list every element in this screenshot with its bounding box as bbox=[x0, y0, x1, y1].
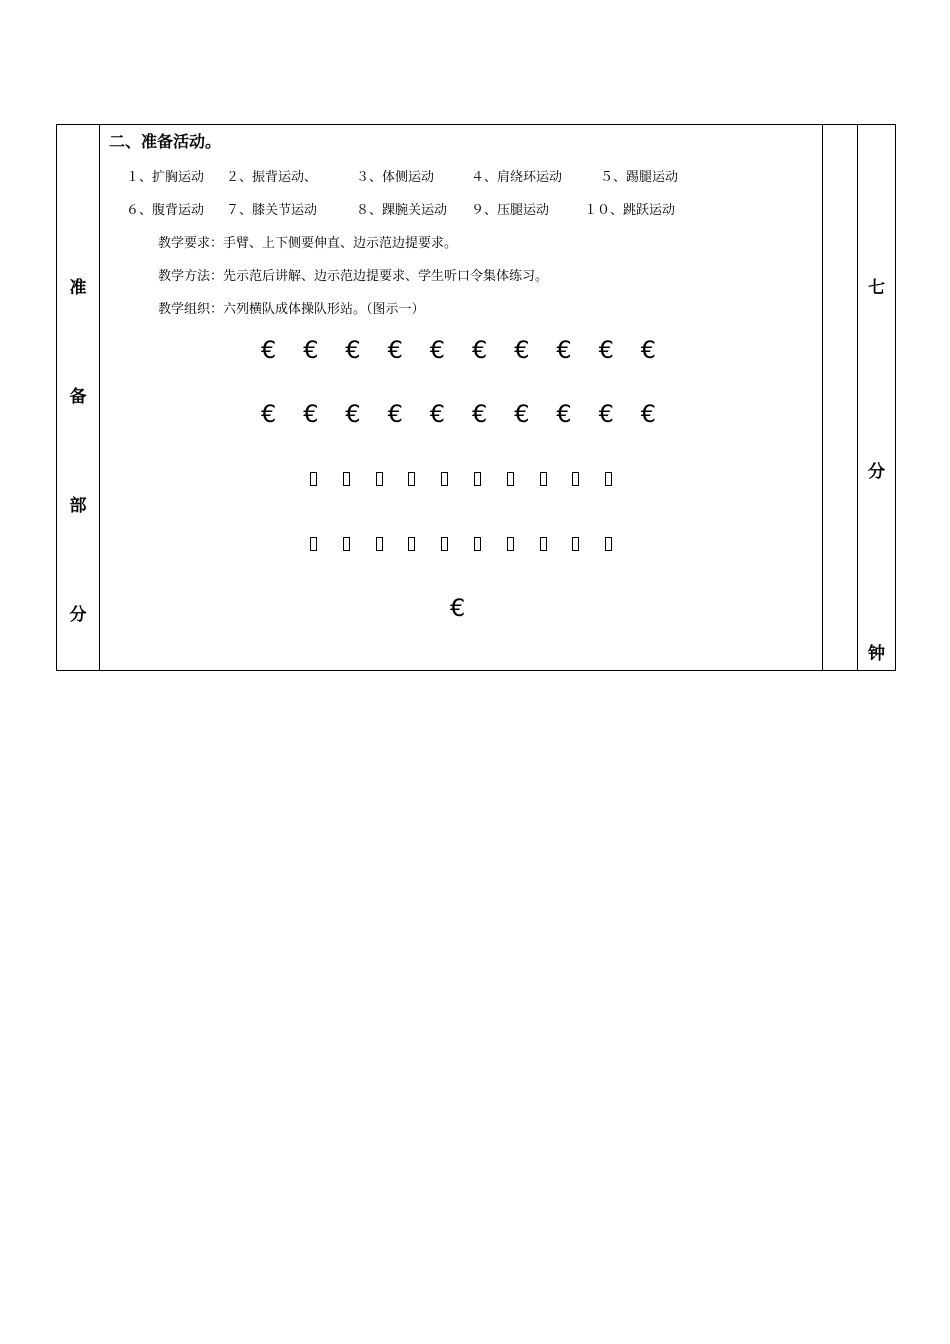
student-box-symbol bbox=[441, 472, 448, 486]
student-box-symbol bbox=[310, 472, 317, 486]
exercise-item: ３、体侧运动 bbox=[356, 170, 435, 185]
formation-row bbox=[100, 593, 822, 623]
student-box-symbol bbox=[343, 472, 350, 486]
student-symbol: € bbox=[261, 400, 277, 428]
student-symbol: € bbox=[556, 400, 572, 428]
exercise-item: ６、腹背运动 bbox=[126, 203, 205, 218]
exercise-item: ５、踢腿运动 bbox=[600, 170, 679, 185]
student-symbol: € bbox=[514, 400, 530, 428]
time-char: 钟 bbox=[868, 644, 885, 664]
student-symbol: € bbox=[303, 336, 319, 364]
time-label-cell bbox=[858, 125, 895, 670]
student-symbol: € bbox=[514, 336, 530, 364]
formation-row bbox=[100, 335, 822, 365]
student-symbol: € bbox=[556, 336, 572, 364]
teacher-symbol: € bbox=[450, 594, 466, 622]
student-box-symbol bbox=[540, 472, 547, 486]
student-symbol: € bbox=[345, 400, 361, 428]
exercise-item: ８、踝腕关运动 bbox=[356, 203, 448, 218]
student-box-symbol bbox=[605, 472, 612, 486]
student-box-symbol bbox=[572, 537, 579, 551]
student-symbol: € bbox=[303, 400, 319, 428]
student-symbol: € bbox=[387, 336, 403, 364]
student-symbol: € bbox=[640, 400, 657, 428]
student-symbol: € bbox=[429, 400, 446, 428]
student-box-symbol bbox=[572, 472, 579, 486]
exercise-item: ２、振背运动、 bbox=[226, 170, 318, 185]
student-symbol: € bbox=[429, 336, 446, 364]
exercise-item: １、扩胸运动 bbox=[126, 170, 205, 185]
teaching-organization: 教学组织：六列横队成体操队形站。（图示一） bbox=[158, 302, 425, 317]
student-box-symbol bbox=[540, 537, 547, 551]
student-symbol: € bbox=[598, 400, 614, 428]
teaching-method: 教学方法：先示范后讲解、边示范边提要求、学生听口令集体练习。 bbox=[158, 269, 549, 284]
section-char: 部 bbox=[69, 496, 87, 516]
student-box-symbol bbox=[343, 537, 350, 551]
blank-cell bbox=[822, 125, 858, 670]
content-cell bbox=[100, 125, 822, 670]
section-char: 分 bbox=[69, 605, 87, 625]
exercise-item: ９、压腿运动 bbox=[471, 203, 550, 218]
section-label-cell bbox=[57, 125, 100, 670]
student-box-symbol bbox=[474, 537, 481, 551]
student-box-symbol bbox=[376, 537, 383, 551]
formation-row bbox=[100, 464, 822, 494]
student-box-symbol bbox=[376, 472, 383, 486]
section-char: 准 bbox=[69, 278, 87, 298]
student-box-symbol bbox=[507, 472, 514, 486]
teaching-requirement: 教学要求：手臂、上下侧要伸直、边示范边提要求。 bbox=[158, 236, 458, 251]
student-symbol: € bbox=[261, 336, 277, 364]
student-box-symbol bbox=[605, 537, 612, 551]
student-symbol: € bbox=[345, 336, 361, 364]
exercise-item: ４、肩绕环运动 bbox=[471, 170, 563, 185]
section-heading: 二、准备活动。 bbox=[109, 132, 222, 151]
student-symbol: € bbox=[598, 336, 614, 364]
lesson-table bbox=[56, 124, 896, 671]
formation-row bbox=[100, 529, 822, 559]
student-box-symbol bbox=[507, 537, 514, 551]
student-symbol: € bbox=[472, 400, 488, 428]
student-box-symbol bbox=[474, 472, 481, 486]
exercise-item: ７、膝关节运动 bbox=[226, 203, 318, 218]
student-symbol: € bbox=[640, 336, 657, 364]
student-symbol: € bbox=[472, 336, 488, 364]
student-box-symbol bbox=[408, 537, 415, 551]
student-box-symbol bbox=[310, 537, 317, 551]
student-box-symbol bbox=[441, 537, 448, 551]
section-char: 备 bbox=[69, 387, 87, 407]
formation-row bbox=[100, 399, 822, 429]
exercise-item: １０、跳跃运动 bbox=[584, 203, 676, 218]
time-char: 分 bbox=[868, 462, 885, 482]
student-symbol: € bbox=[387, 400, 403, 428]
time-char: 七 bbox=[868, 278, 885, 298]
student-box-symbol bbox=[408, 472, 415, 486]
